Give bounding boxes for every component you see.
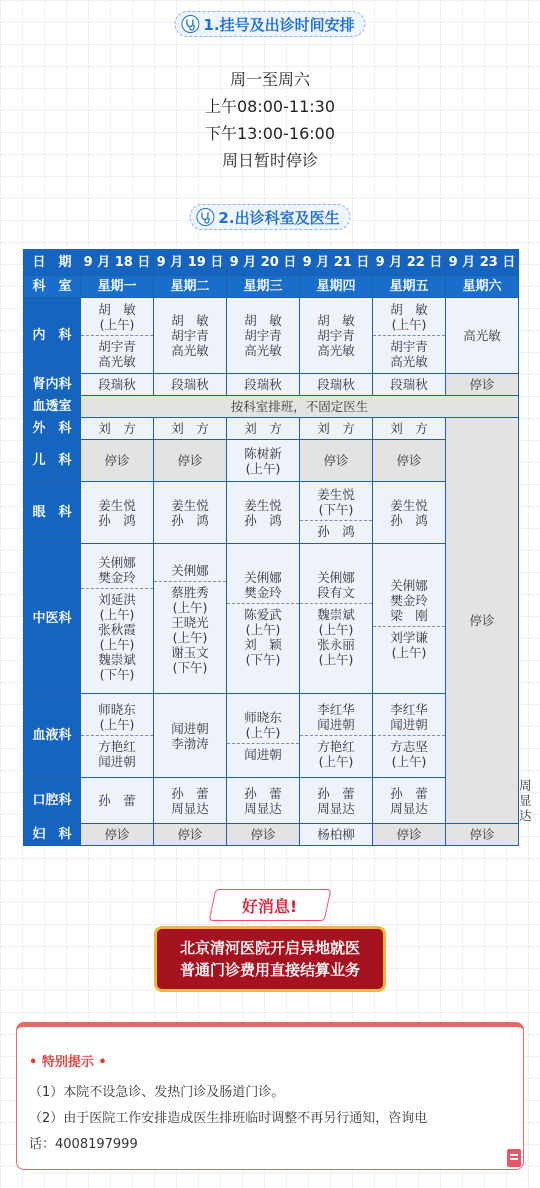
doctor-entry: 胡 敏 (上午) xyxy=(98,302,136,332)
notice-line: 话：4008197999 xyxy=(29,1137,138,1152)
schedule-cell xyxy=(300,544,373,694)
table-row xyxy=(24,418,519,440)
schedule-cell: 孙 蕾 周显达 xyxy=(154,778,227,824)
schedule-cell: 孙 蕾 周显达 xyxy=(300,778,373,824)
schedule-line: 下午13:00-16:00 xyxy=(205,124,335,143)
schedule-cell: 刘 方 xyxy=(373,418,446,440)
doctor-entry: 闻进朝 xyxy=(227,743,299,765)
doctor-entry: 魏崇斌 (上午) 张永丽 (上午) xyxy=(300,603,372,670)
banner-line: 普通门诊费用直接结算业务 xyxy=(179,961,360,979)
schedule-cell: 姜生悦 孙 鸿 xyxy=(154,482,227,544)
schedule-cell: 闻进朝 李渤涛 xyxy=(154,694,227,778)
good-news-tag xyxy=(209,889,332,921)
table-row xyxy=(24,824,519,846)
schedule-cell: 停诊 xyxy=(373,440,446,482)
schedule-cell xyxy=(300,694,373,778)
notice-line: （1）本院不设急诊、发热门诊及肠道门诊。 xyxy=(29,1085,285,1100)
dept-waike: 外 科 xyxy=(24,418,81,440)
schedule-cell xyxy=(373,694,446,778)
dept-erke: 儿 科 xyxy=(24,440,81,482)
schedule-cell xyxy=(300,482,373,544)
doctor-entry: 姜生悦 (下午) xyxy=(317,486,355,517)
doctor-entry: 关俐娜 樊金玲 xyxy=(98,555,136,585)
doctor-entry: 胡 敏 (上午) xyxy=(390,302,428,332)
schedule-cell: 孙 蕾 周显达 xyxy=(373,778,446,824)
doctor-entry: 关俐娜 樊金玲 xyxy=(244,570,282,600)
doctor-entry: 师晓东 (上午) xyxy=(244,709,282,740)
schedule-cell: 姜生悦 孙 鸿 xyxy=(227,482,300,544)
schedule-cell: 段瑞秋 xyxy=(227,374,300,396)
date-cell: 9 月 21 日 xyxy=(300,250,373,276)
schedule-cell: 停诊 xyxy=(154,440,227,482)
date-cell: 9 月 22 日 xyxy=(373,250,446,276)
dept-yanke: 眼 科 xyxy=(24,482,81,544)
schedule-cell xyxy=(81,694,154,778)
dept-kouqiangke: 口腔科 xyxy=(24,778,81,824)
schedule-cell xyxy=(227,544,300,694)
schedule-cell xyxy=(373,544,446,694)
schedule-cell: 段瑞秋 xyxy=(154,374,227,396)
schedule-line: 周一至周六 xyxy=(229,70,310,89)
table-row xyxy=(24,440,519,482)
header-date-label: 日 期 xyxy=(24,250,81,276)
doctor-entry: 蔡胜秀 (上午) 王晓光 (上午) 谢玉文 (下午) xyxy=(154,581,226,678)
banner-line: 北京清河医院开启异地就医 xyxy=(179,939,360,957)
weekday-cell: 星期一 xyxy=(81,276,154,298)
dept-xueyeke: 血液科 xyxy=(24,694,81,778)
weekday-cell: 星期六 xyxy=(446,276,519,298)
schedule-cell: 段瑞秋 xyxy=(373,374,446,396)
schedule-cell: 刘 方 xyxy=(81,418,154,440)
schedule-cell: 刘 方 xyxy=(300,418,373,440)
doctor-entry: 方艳红 闻进朝 xyxy=(81,735,153,772)
section-2-title: 2.出诊科室及医生 xyxy=(218,208,340,227)
schedule-cell: 段瑞秋 xyxy=(300,374,373,396)
table-row xyxy=(24,694,519,778)
date-cell: 9 月 20 日 xyxy=(227,250,300,276)
doctor-entry: 刘学谦 (上午) xyxy=(373,626,445,663)
weekday-cell: 星期五 xyxy=(373,276,446,298)
schedule-cell xyxy=(154,544,227,694)
schedule-cell: 停诊 xyxy=(446,374,519,396)
weekday-cell: 星期二 xyxy=(154,276,227,298)
schedule-cell: 停诊 xyxy=(227,824,300,846)
table-row xyxy=(24,482,519,544)
doctor-entry: 胡宇青 高光敏 xyxy=(373,335,445,372)
table-row xyxy=(24,298,519,374)
doctor-entry: 胡宇青 高光敏 xyxy=(81,335,153,372)
doctor-entry: 孙 鸿 xyxy=(300,520,372,542)
schedule-cell: 刘 方 xyxy=(154,418,227,440)
schedule-cell: 姜生悦 孙 鸿 xyxy=(81,482,154,544)
weekday-cell: 星期三 xyxy=(227,276,300,298)
doctor-entry: 师晓东 (上午) xyxy=(98,702,136,732)
schedule-cell: 胡 敏 胡宇青 高光敏 xyxy=(154,298,227,374)
doctor-entry: 关俐娜 樊金玲 梁 刚 xyxy=(390,577,428,623)
schedule-cell: 段瑞秋 xyxy=(81,374,154,396)
section-2-heading xyxy=(189,204,350,230)
date-cell: 9 月 19 日 xyxy=(154,250,227,276)
schedule-cell: 停诊 xyxy=(446,824,519,846)
date-cell: 9 月 23 日 xyxy=(446,250,519,276)
doctor-entry: 李红华 闻进朝 xyxy=(390,702,428,732)
good-news-label: 好消息! xyxy=(242,896,298,916)
special-notice-box xyxy=(16,1022,524,1170)
schedule-cell: 胡 敏 胡宇青 高光敏 xyxy=(300,298,373,374)
dept-fuke: 妇 科 xyxy=(24,824,81,846)
table-row: 口腔科 孙 蕾 孙 蕾 周显达 孙 蕾 周显达 孙 蕾 周显达 孙 蕾 周显达 周显达 xyxy=(24,778,519,824)
schedule-cell: 按科室排班，不固定医生 xyxy=(81,396,519,418)
schedule-cell: 胡 敏 胡宇青 高光敏 xyxy=(227,298,300,374)
schedule-cell: 陈树新 (上午) xyxy=(227,440,300,482)
schedule-cell-saturday: 停诊 xyxy=(446,418,519,824)
doctor-schedule-table xyxy=(23,249,532,846)
promo-banner xyxy=(154,926,386,992)
schedule-cell xyxy=(81,298,154,374)
schedule-cell: 孙 蕾 周显达 xyxy=(227,778,300,824)
dept-zhongyike: 中医科 xyxy=(24,544,81,694)
weekday-cell: 星期四 xyxy=(300,276,373,298)
dept-shenneike: 肾内科 xyxy=(24,374,81,396)
schedule-cell xyxy=(373,298,446,374)
doctor-entry: 方志坚 (上午) xyxy=(373,735,445,772)
dept-neike: 内 科 xyxy=(24,298,81,374)
stethoscope-icon xyxy=(181,15,199,33)
doctor-entry: 方艳红 (上午) xyxy=(300,735,372,772)
doctor-entry: 李红华 闻进朝 xyxy=(317,702,355,732)
date-cell: 9 月 18 日 xyxy=(81,250,154,276)
weekday-row xyxy=(24,276,519,298)
schedule-cell: 停诊 xyxy=(81,824,154,846)
notice-line: （2）由于医院工作安排造成医生排班临时调整不再另行通知，咨询电 xyxy=(29,1111,428,1126)
doctor-entry: 刘延洪 (上午) 张秋霞 (上午) 魏崇斌 (下午) xyxy=(81,588,153,685)
document-icon xyxy=(507,1149,521,1167)
dept-xuetoushi: 血透室 xyxy=(24,396,81,418)
table-row xyxy=(24,396,519,418)
doctor-entry: 关俐娜 xyxy=(171,562,209,578)
schedule-hours xyxy=(0,66,540,174)
doctor-entry: 陈爱武 (上午) 刘 颖 (下午) xyxy=(227,603,299,670)
section-1-title: 1.挂号及出诊时间安排 xyxy=(203,15,355,34)
doctor-entry: 关俐娜 段有文 xyxy=(317,570,355,600)
schedule-cell: 停诊 xyxy=(154,824,227,846)
stethoscope-icon xyxy=(196,208,214,226)
schedule-cell xyxy=(81,544,154,694)
schedule-line: 周日暂时停诊 xyxy=(221,151,318,170)
notice-title: • 特别提示 • xyxy=(29,1055,107,1070)
date-row xyxy=(24,250,519,276)
schedule-cell: 杨柏柳 xyxy=(300,824,373,846)
schedule-line: 上午08:00-11:30 xyxy=(205,97,335,116)
schedule-cell: 停诊 xyxy=(373,824,446,846)
table-row xyxy=(24,374,519,396)
schedule-cell: 停诊 xyxy=(81,440,154,482)
section-1-heading xyxy=(174,11,365,37)
schedule-cell: 高光敏 xyxy=(446,298,519,374)
table-row xyxy=(24,544,519,694)
header-dept-label: 科 室 xyxy=(24,276,81,298)
schedule-cell: 停诊 xyxy=(300,440,373,482)
schedule-cell: 刘 方 xyxy=(227,418,300,440)
schedule-cell: 姜生悦 孙 鸿 xyxy=(373,482,446,544)
schedule-cell: 孙 蕾 xyxy=(81,778,154,824)
schedule-cell xyxy=(227,694,300,778)
